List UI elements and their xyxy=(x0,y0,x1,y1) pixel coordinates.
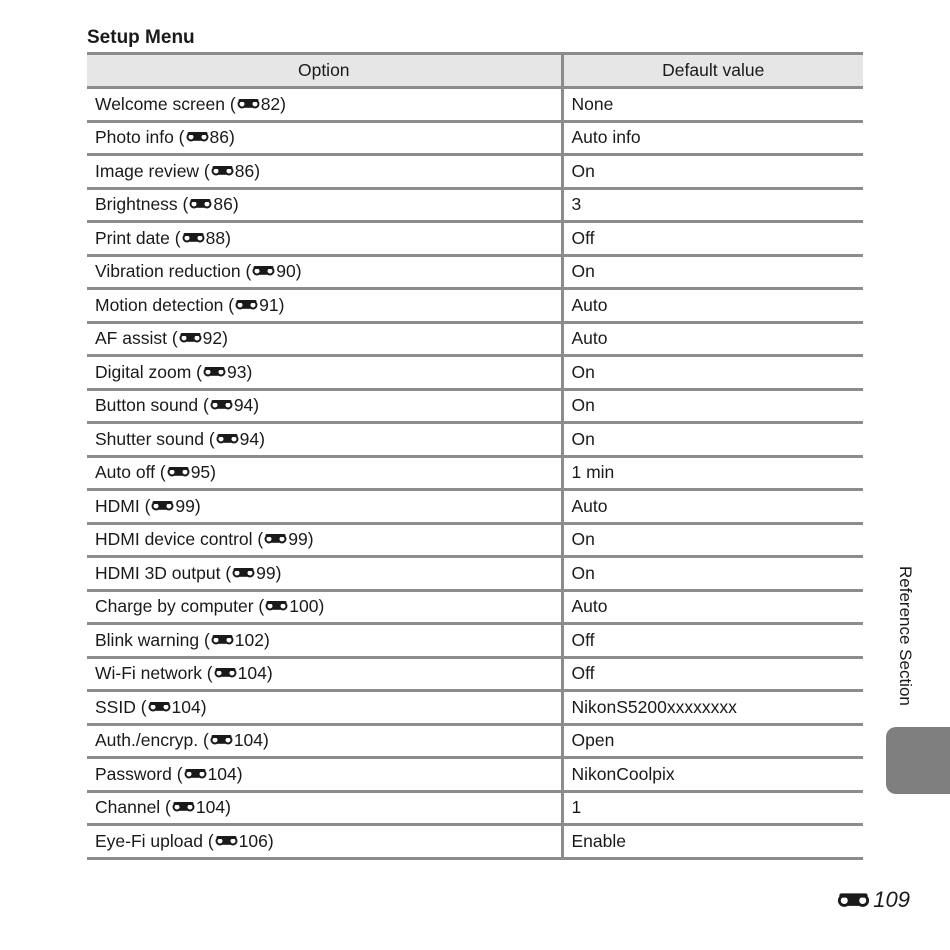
closing-paren: ) xyxy=(254,160,261,181)
option-label: Wi-Fi network ( xyxy=(95,663,213,684)
side-section-label: Reference Section xyxy=(896,566,915,706)
option-cell xyxy=(87,255,562,289)
option-cell xyxy=(87,624,562,658)
option-label: HDMI device control ( xyxy=(95,529,264,550)
closing-paren: ) xyxy=(295,261,302,282)
reference-section-icon xyxy=(203,366,226,378)
table-row xyxy=(87,289,863,323)
closing-paren: ) xyxy=(210,462,216,483)
default-value-cell: On xyxy=(562,155,863,189)
reference-section-icon xyxy=(264,533,287,545)
table-row xyxy=(87,389,863,423)
table-row xyxy=(87,791,863,825)
table-row xyxy=(87,356,863,390)
reference-section-icon xyxy=(189,198,212,210)
option-cell xyxy=(87,155,562,189)
table-row xyxy=(87,724,863,758)
option-cell xyxy=(87,356,562,390)
option-cell xyxy=(87,691,562,725)
page-reference: 88 xyxy=(205,227,226,248)
closing-paren: ) xyxy=(253,395,260,416)
default-value-cell: On xyxy=(562,389,863,423)
option-label: HDMI ( xyxy=(95,495,151,516)
page-reference: 99 xyxy=(256,562,276,583)
page-reference: 95 xyxy=(190,462,211,483)
reference-section-icon xyxy=(182,232,205,244)
option-label: Eye-Fi upload ( xyxy=(95,830,214,851)
option-label: Shutter sound ( xyxy=(95,428,215,449)
closing-paren: ) xyxy=(225,227,231,248)
reference-section-icon xyxy=(215,835,238,847)
reference-section-icon xyxy=(216,433,239,445)
option-cell xyxy=(87,490,562,524)
reference-section-icon xyxy=(167,466,190,478)
option-label: Blink warning ( xyxy=(95,629,210,650)
option-cell xyxy=(87,322,562,356)
closing-paren: ) xyxy=(228,127,235,148)
page-reference: 92 xyxy=(202,328,223,349)
table-row xyxy=(87,590,863,624)
default-value-cell: Open xyxy=(562,724,863,758)
page-reference: 104 xyxy=(195,797,226,818)
option-cell xyxy=(87,590,562,624)
reference-section-icon xyxy=(210,734,233,746)
option-cell xyxy=(87,791,562,825)
option-label: Photo info ( xyxy=(95,127,185,148)
reference-section-icon xyxy=(265,600,288,612)
option-cell xyxy=(87,825,562,859)
default-value-cell: On xyxy=(562,523,863,557)
option-label: SSID ( xyxy=(95,696,147,717)
table-row xyxy=(87,624,863,658)
closing-paren: ) xyxy=(275,562,282,583)
table-row xyxy=(87,155,863,189)
page-reference: 86 xyxy=(234,160,255,181)
option-cell xyxy=(87,657,562,691)
section-title: Setup Menu xyxy=(87,27,195,48)
default-value-cell: Off xyxy=(562,222,863,256)
page-reference: 82 xyxy=(260,93,281,114)
closing-paren: ) xyxy=(236,763,243,784)
closing-paren: ) xyxy=(194,495,201,516)
page-reference: 86 xyxy=(209,127,229,148)
reference-section-icon xyxy=(184,768,207,780)
reference-section-icon xyxy=(211,634,234,646)
option-cell xyxy=(87,456,562,490)
option-label: Auth./encryp. ( xyxy=(95,730,209,751)
reference-section-icon xyxy=(151,500,174,512)
table-row xyxy=(87,121,863,155)
table-row xyxy=(87,691,863,725)
reference-section-icon xyxy=(214,667,237,679)
closing-paren: ) xyxy=(263,629,270,650)
default-value-cell: NikonS5200xxxxxxxx xyxy=(562,691,863,725)
option-cell xyxy=(87,523,562,557)
reference-section-icon xyxy=(837,892,870,909)
default-value-cell: On xyxy=(562,557,863,591)
table-row xyxy=(87,255,863,289)
reference-section-icon xyxy=(210,399,233,411)
closing-paren: ) xyxy=(266,663,273,684)
table-row xyxy=(87,456,863,490)
setup-menu-table xyxy=(87,52,863,860)
option-label: AF assist ( xyxy=(95,328,178,349)
closing-paren: ) xyxy=(318,596,325,617)
reference-section-icon xyxy=(237,98,260,110)
page-number-text: 109 xyxy=(873,887,910,912)
table-row xyxy=(87,825,863,859)
page-reference: 94 xyxy=(239,428,260,449)
reference-section-icon xyxy=(211,165,234,177)
option-cell xyxy=(87,222,562,256)
header-option: Option xyxy=(87,54,562,88)
default-value-cell: Auto xyxy=(562,322,863,356)
option-cell xyxy=(87,389,562,423)
page-reference: 93 xyxy=(226,361,247,382)
option-cell xyxy=(87,758,562,792)
closing-paren: ) xyxy=(259,428,265,449)
reference-section-icon xyxy=(148,701,171,713)
closing-paren: ) xyxy=(267,830,274,851)
option-label: Image review ( xyxy=(95,160,210,181)
page-reference: 90 xyxy=(276,261,296,282)
page-reference: 99 xyxy=(175,495,195,516)
closing-paren: ) xyxy=(222,328,228,349)
option-label: Vibration reduction ( xyxy=(95,261,252,282)
option-label: Welcome screen ( xyxy=(95,93,236,114)
page-reference: 99 xyxy=(288,529,308,550)
table-row xyxy=(87,423,863,457)
reference-section-icon xyxy=(235,299,258,311)
default-value-cell: On xyxy=(562,423,863,457)
page-reference: 94 xyxy=(233,395,254,416)
option-cell xyxy=(87,289,562,323)
default-value-cell: Auto xyxy=(562,289,863,323)
page-reference: 106 xyxy=(238,830,268,851)
section-tab-marker xyxy=(886,727,950,794)
page-reference: 100 xyxy=(289,596,319,617)
table-row xyxy=(87,523,863,557)
table-row xyxy=(87,322,863,356)
option-label: Password ( xyxy=(95,763,183,784)
page-number xyxy=(836,887,910,913)
default-value-cell: On xyxy=(562,255,863,289)
option-label: Charge by computer ( xyxy=(95,596,265,617)
default-value-cell: Off xyxy=(562,624,863,658)
closing-paren: ) xyxy=(278,294,285,315)
option-label: Motion detection ( xyxy=(95,294,235,315)
option-cell xyxy=(87,557,562,591)
default-value-cell: None xyxy=(562,88,863,122)
option-label: Digital zoom ( xyxy=(95,361,202,382)
table-row xyxy=(87,490,863,524)
page-reference: 104 xyxy=(207,763,237,784)
option-label: Button sound ( xyxy=(95,395,209,416)
option-cell xyxy=(87,121,562,155)
reference-section-icon xyxy=(186,131,209,143)
option-cell xyxy=(87,88,562,122)
table-row xyxy=(87,88,863,122)
page-reference: 91 xyxy=(259,294,279,315)
reference-section-icon xyxy=(179,332,202,344)
closing-paren: ) xyxy=(263,730,269,751)
default-value-cell: Off xyxy=(562,657,863,691)
closing-paren: ) xyxy=(280,93,286,114)
closing-paren: ) xyxy=(307,529,314,550)
default-value-cell: Auto info xyxy=(562,121,863,155)
default-value-cell: 1 xyxy=(562,791,863,825)
page-reference: 102 xyxy=(234,629,264,650)
table-row xyxy=(87,222,863,256)
table-row xyxy=(87,758,863,792)
page-reference: 86 xyxy=(213,194,233,215)
default-value-cell: Auto xyxy=(562,490,863,524)
option-label: Auto off ( xyxy=(95,462,166,483)
closing-paren: ) xyxy=(232,194,239,215)
table-header-row xyxy=(87,54,863,88)
closing-paren: ) xyxy=(246,361,253,382)
table-row xyxy=(87,557,863,591)
option-label: HDMI 3D output ( xyxy=(95,562,232,583)
default-value-cell: Auto xyxy=(562,590,863,624)
default-value-cell: 1 min xyxy=(562,456,863,490)
page-reference: 104 xyxy=(171,696,201,717)
reference-section-icon xyxy=(232,567,255,579)
reference-section-icon xyxy=(172,801,195,813)
default-value-cell: 3 xyxy=(562,188,863,222)
option-cell xyxy=(87,423,562,457)
table-row xyxy=(87,188,863,222)
header-default-value: Default value xyxy=(562,54,863,88)
option-label: Channel ( xyxy=(95,797,171,818)
default-value-cell: On xyxy=(562,356,863,390)
default-value-cell: NikonCoolpix xyxy=(562,758,863,792)
table-row xyxy=(87,657,863,691)
reference-section-icon xyxy=(252,265,275,277)
default-value-cell: Enable xyxy=(562,825,863,859)
option-cell xyxy=(87,188,562,222)
closing-paren: ) xyxy=(200,696,207,717)
page-reference: 104 xyxy=(237,663,267,684)
option-label: Brightness ( xyxy=(95,194,189,215)
closing-paren: ) xyxy=(225,797,231,818)
option-label: Print date ( xyxy=(95,227,181,248)
option-cell xyxy=(87,724,562,758)
page-reference: 104 xyxy=(233,730,264,751)
